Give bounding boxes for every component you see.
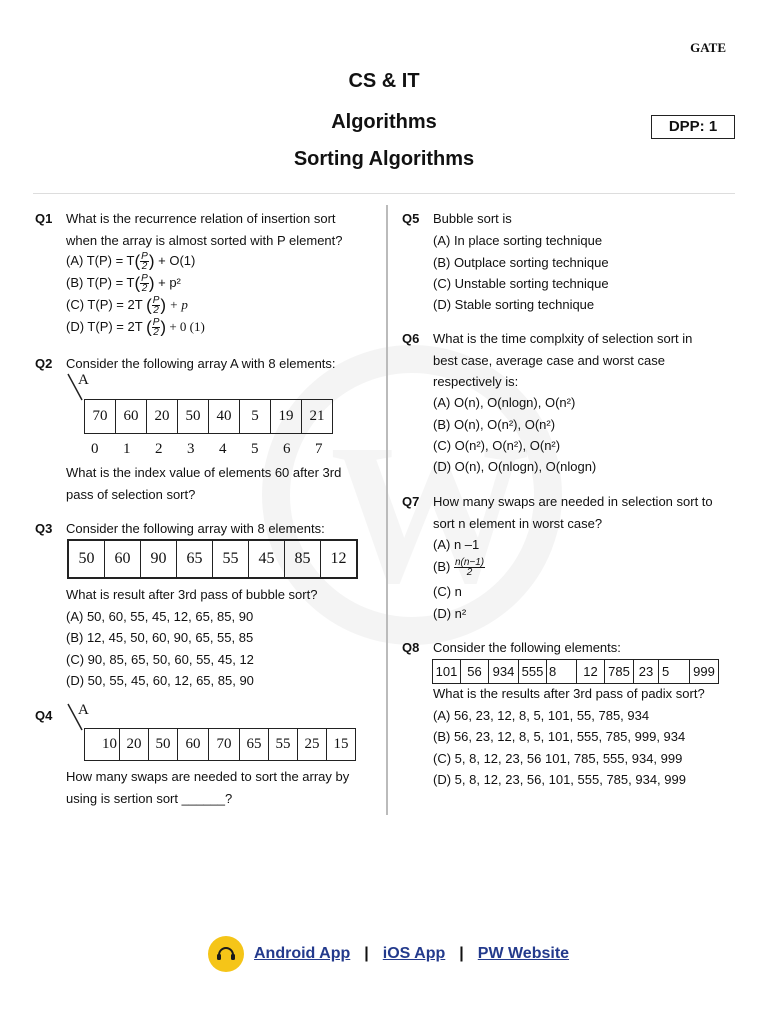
q3-option-d: (D) 50, 55, 45, 60, 12, 65, 85, 90 <box>66 673 254 688</box>
q3-option-b: (B) 12, 45, 50, 60, 90, 65, 55, 85 <box>66 630 254 645</box>
array-cell: 555 <box>519 660 547 683</box>
q6-intro-line2: best case, average case and worst case <box>433 353 665 368</box>
q6-intro-line3: respectively is: <box>433 374 519 389</box>
array-cell: 10 <box>85 729 120 760</box>
dpp-badge: DPP: 1 <box>651 115 735 139</box>
array-cell: 55 <box>269 729 298 760</box>
q8-intro: Consider the following elements: <box>433 640 621 655</box>
column-divider <box>386 205 388 815</box>
q7-option-b: (B) $\frac{n(n-1)}{2}$ <box>433 557 485 578</box>
q4-array-label: A <box>78 702 89 718</box>
android-app-link[interactable]: Android App <box>254 945 351 962</box>
array-cell: 20 <box>120 729 149 760</box>
array-cell: 55 <box>213 541 249 577</box>
q6-intro-line1: What is the time complxity of selection sort in <box>433 331 693 346</box>
q6-option-a: (A) O(n), O(nlogn), O(n²) <box>433 395 576 410</box>
array-index: 3 <box>187 441 195 457</box>
q8-array <box>432 659 719 684</box>
q7-intro-line2: sort n element in worst case? <box>433 516 603 531</box>
q3-intro: Consider the following array with 8 elements: <box>66 521 325 536</box>
array-index: 6 <box>283 441 291 457</box>
q8-number: Q8 <box>402 640 420 655</box>
q8-question: What is the results after 3rd pass of padix sort? <box>433 686 705 701</box>
array-cell: 5 <box>240 400 271 433</box>
header-divider <box>33 193 735 194</box>
array-cell: 50 <box>149 729 178 760</box>
q2-question-line1: What is the index value of elements 60 after 3rd <box>66 465 342 480</box>
array-cell: 999 <box>693 664 715 679</box>
array-cell: 21 <box>309 408 325 424</box>
q3-array <box>67 539 358 579</box>
ios-app-link[interactable]: iOS App <box>382 945 446 962</box>
q2-question-line2: pass of selection sort? <box>66 487 196 502</box>
q4-question-line1: How many swaps are needed to sort the array by <box>66 769 350 784</box>
q6-option-b: (B) O(n), O(n²), O(n²) <box>433 417 556 432</box>
q4-array <box>84 728 356 761</box>
array-cell: 40 <box>209 400 240 433</box>
pw-website-link[interactable]: PW Website <box>477 945 570 962</box>
q1-text-line2: when the array is almost sorted with P element? <box>66 233 343 248</box>
array-cell: 60 <box>105 541 141 577</box>
q5-option-c: (C) Unstable sorting technique <box>433 276 609 291</box>
exam-label: GATE <box>690 40 726 55</box>
q1-option-c: (C) T(P) = 2T ( $\frac{P}{2}$ ) + p <box>66 295 188 316</box>
q2-array-label: A <box>78 372 89 388</box>
q3-number: Q3 <box>35 521 53 536</box>
q1-text-line1: What is the recurrence relation of insertion sort <box>66 211 336 226</box>
array-index: 5 <box>251 441 259 457</box>
q7-option-c: (C) n <box>433 584 462 599</box>
footer-separator: | <box>459 945 464 962</box>
array-cell: 101 <box>433 660 461 683</box>
footer-links <box>208 936 569 972</box>
q1-option-d: (D) T(P) = 2T ( $\frac{P}{2}$ ) + 0 (1) <box>66 317 205 338</box>
q6-number: Q6 <box>402 331 420 346</box>
array-cell: 23 <box>634 660 659 683</box>
customer-service-logo <box>208 936 244 972</box>
array-index: 2 <box>155 441 163 457</box>
array-cell: 65 <box>177 541 213 577</box>
q8-option-a: (A) 56, 23, 12, 8, 5, 101, 55, 785, 934 <box>433 708 650 723</box>
q5-option-d: (D) Stable sorting technique <box>433 297 595 312</box>
q1-number: Q1 <box>35 211 53 226</box>
q3-option-a: (A) 50, 60, 55, 45, 12, 65, 85, 90 <box>66 609 254 624</box>
array-cell: 90 <box>141 541 177 577</box>
q3-option-c: (C) 90, 85, 65, 50, 60, 55, 45, 12 <box>66 652 254 667</box>
q5-number: Q5 <box>402 211 420 226</box>
array-cell: 934 <box>489 660 519 683</box>
array-cell: 12 <box>330 550 347 567</box>
q8-option-c: (C) 5, 8, 12, 23, 56 101, 785, 555, 934, 999 <box>433 751 683 766</box>
array-cell: 8 <box>547 660 577 683</box>
array-cell: 12 <box>577 660 605 683</box>
watermark-logo <box>330 400 530 629</box>
array-cell: 65 <box>240 729 269 760</box>
array-cell: 60 <box>178 729 209 760</box>
array-cell: 70 <box>85 400 116 433</box>
array-cell: 56 <box>461 660 489 683</box>
q7-option-d: (D) n² <box>433 606 467 621</box>
array-cell: 60 <box>116 400 147 433</box>
array-index: 7 <box>315 441 323 457</box>
q2-intro: Consider the following array A with 8 elements: <box>66 356 336 371</box>
topic-title: Sorting Algorithms <box>293 148 475 170</box>
array-index: 1 <box>123 441 131 457</box>
q1-option-b: (B) T(P) = T( $\frac{P}{2}$ ) + p² <box>66 273 181 294</box>
array-cell: 15 <box>333 736 349 752</box>
array-index: 0 <box>91 441 99 457</box>
chapter-title: Algorithms <box>331 111 437 133</box>
q8-option-d: (D) 5, 8, 12, 23, 56, 101, 555, 785, 934, 999 <box>433 772 686 787</box>
q2-number: Q2 <box>35 356 53 371</box>
array-cell: 85 <box>285 541 321 577</box>
array-cell: 45 <box>249 541 285 577</box>
subject-title: CS & IT <box>348 70 420 92</box>
q3-question: What is result after 3rd pass of bubble sort? <box>66 587 318 602</box>
q5-intro: Bubble sort is <box>433 211 512 226</box>
q7-option-a: (A) n –1 <box>433 537 480 552</box>
q5-option-a: (A) In place sorting technique <box>433 233 603 248</box>
q8-option-b: (B) 56, 23, 12, 8, 5, 101, 555, 785, 999, 934 <box>433 729 686 744</box>
q7-intro-line1: How many swaps are needed in selection sort to <box>433 494 713 509</box>
array-cell: 70 <box>209 729 240 760</box>
array-cell: 5 <box>659 660 690 683</box>
q6-option-d: (D) O(n), O(nlogn), O(nlogn) <box>433 459 597 474</box>
array-cell: 25 <box>298 729 327 760</box>
q6-option-c: (C) O(n²), O(n²), O(n²) <box>433 438 561 453</box>
array-cell: 785 <box>605 660 634 683</box>
array-cell: 19 <box>271 400 302 433</box>
q5-option-b: (B) Outplace sorting technique <box>433 255 609 270</box>
q1-option-a: (A) T(P) = T( $\frac{P}{2}$ ) + O(1) <box>66 251 196 272</box>
q7-number: Q7 <box>402 494 420 509</box>
footer-separator: | <box>364 945 369 962</box>
q4-question-line2: using is sertion sort ______? <box>66 791 233 806</box>
array-cell: 50 <box>69 541 105 577</box>
array-cell: 20 <box>147 400 178 433</box>
headset-icon <box>214 942 238 966</box>
q2-array <box>84 399 333 434</box>
q4-number: Q4 <box>35 708 53 723</box>
array-index: 4 <box>219 441 227 457</box>
array-cell: 50 <box>178 400 209 433</box>
